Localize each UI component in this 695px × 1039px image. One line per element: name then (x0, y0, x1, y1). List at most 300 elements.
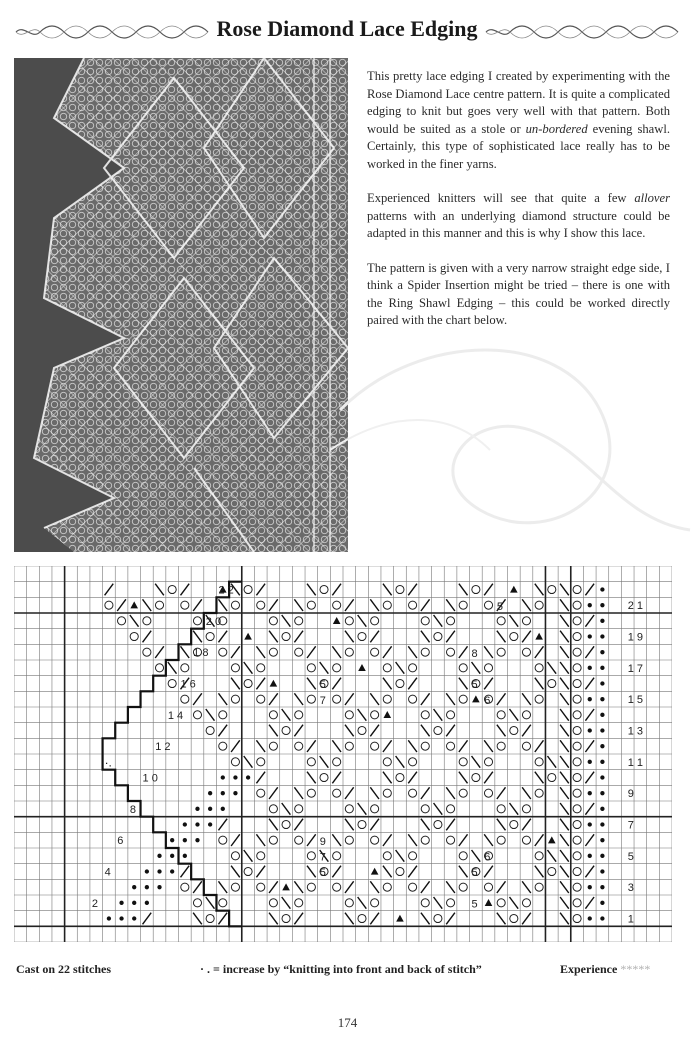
left-decrease-symbol (408, 834, 417, 846)
purl-symbol (600, 619, 604, 623)
purl-symbol (600, 603, 604, 607)
left-decrease-symbol (446, 693, 455, 705)
yarn-over-symbol (358, 726, 366, 734)
yarn-over-symbol (472, 585, 480, 593)
left-decrease-symbol (307, 678, 316, 690)
right-decrease-symbol (332, 772, 341, 784)
purl-symbol (588, 697, 592, 701)
yarn-over-symbol (383, 695, 391, 703)
left-decrease-symbol (231, 678, 240, 690)
yarn-over-symbol (396, 679, 404, 687)
purl-symbol (170, 869, 174, 873)
double-decrease-symbol (472, 695, 480, 702)
right-decrease-symbol (408, 772, 417, 784)
yarn-over-symbol (345, 648, 353, 656)
purl-symbol (183, 822, 187, 826)
left-decrease-symbol (434, 709, 443, 721)
purl-symbol (588, 666, 592, 670)
right-decrease-symbol (497, 881, 506, 893)
yarn-over-symbol (573, 695, 581, 703)
right-decrease-symbol (218, 631, 227, 643)
left-decrease-symbol (307, 866, 316, 878)
yarn-over-symbol (269, 742, 277, 750)
yarn-over-symbol (447, 648, 455, 656)
yarn-over-symbol (181, 883, 189, 891)
left-decrease-symbol (547, 850, 556, 862)
yarn-over-symbol (206, 914, 214, 922)
right-decrease-symbol (193, 693, 202, 705)
purl-symbol (119, 916, 123, 920)
purl-symbol (600, 634, 604, 638)
left-decrease-symbol (130, 615, 139, 627)
yarn-over-symbol (383, 852, 391, 860)
yarn-over-symbol (522, 805, 530, 813)
yarn-over-symbol (421, 899, 429, 907)
left-decrease-symbol (307, 772, 316, 784)
right-decrease-symbol (218, 725, 227, 737)
left-decrease-symbol (370, 787, 379, 799)
left-decrease-symbol (244, 662, 253, 674)
yarn-over-symbol (244, 585, 252, 593)
left-decrease-symbol (358, 615, 367, 627)
purl-symbol (183, 838, 187, 842)
yarn-over-symbol (573, 899, 581, 907)
yarn-over-symbol (459, 664, 467, 672)
chart-inner-number: 5 (471, 679, 478, 692)
row-label-right: 7 (627, 819, 634, 832)
right-decrease-symbol (155, 646, 164, 658)
right-decrease-symbol (421, 693, 430, 705)
left-decrease-symbol (256, 740, 265, 752)
yarn-over-symbol (535, 601, 543, 609)
left-decrease-symbol (560, 678, 569, 690)
experience-rating: Experience ***** (560, 962, 651, 976)
row-label-right: 1 9 (627, 631, 644, 644)
row-label-right: 1 7 (627, 662, 644, 675)
purl-symbol (195, 822, 199, 826)
right-decrease-symbol (484, 772, 493, 784)
double-decrease-symbol (333, 617, 341, 624)
yarn-over-symbol (307, 789, 315, 797)
right-decrease-symbol (181, 866, 190, 878)
yarn-over-symbol (257, 695, 265, 703)
experience-stars: ***** (620, 962, 651, 976)
left-decrease-symbol (345, 725, 354, 737)
right-decrease-symbol (585, 897, 594, 909)
row-label-right: 1 1 (627, 756, 644, 769)
yarn-over-symbol (383, 883, 391, 891)
purl-symbol (600, 744, 604, 748)
yarn-over-symbol (295, 648, 303, 656)
row-label-right: 2 1 (627, 600, 644, 613)
left-decrease-symbol (472, 662, 481, 674)
left-decrease-symbol (434, 615, 443, 627)
yarn-over-symbol (409, 664, 417, 672)
yarn-over-symbol (143, 617, 151, 625)
yarn-over-symbol (307, 695, 315, 703)
yarn-over-symbol (371, 711, 379, 719)
knitting-chart (14, 566, 672, 942)
left-decrease-symbol (560, 646, 569, 658)
left-decrease-symbol (535, 678, 544, 690)
row-label-left: 6 (117, 835, 124, 848)
left-decrease-symbol (168, 662, 177, 674)
right-decrease-symbol (459, 740, 468, 752)
row-label-right: 1 3 (627, 725, 644, 738)
yarn-over-symbol (459, 883, 467, 891)
yarn-over-symbol (396, 585, 404, 593)
yarn-over-symbol (447, 805, 455, 813)
right-decrease-symbol (585, 866, 594, 878)
purl-symbol (600, 885, 604, 889)
left-decrease-symbol (560, 913, 569, 925)
yarn-over-symbol (421, 617, 429, 625)
right-decrease-symbol (193, 599, 202, 611)
right-decrease-symbol (421, 787, 430, 799)
yarn-over-symbol (333, 789, 341, 797)
purl-symbol (600, 728, 604, 732)
right-decrease-symbol (446, 725, 455, 737)
yarn-over-symbol (434, 726, 442, 734)
yarn-over-symbol (573, 648, 581, 656)
left-decrease-symbol (206, 709, 215, 721)
yarn-over-symbol (573, 585, 581, 593)
left-decrease-symbol (256, 646, 265, 658)
left-decrease-symbol (218, 599, 227, 611)
yarn-over-symbol (497, 836, 505, 844)
increase-symbol: ·. (104, 755, 112, 770)
yarn-over-symbol (257, 789, 265, 797)
yarn-over-symbol (573, 773, 581, 781)
purl-symbol (600, 713, 604, 717)
yarn-over-symbol (535, 883, 543, 891)
double-decrease-symbol (383, 711, 391, 718)
purl-symbol (600, 822, 604, 826)
double-decrease-symbol (485, 899, 493, 906)
left-decrease-symbol (294, 693, 303, 705)
yarn-over-symbol (231, 883, 239, 891)
chart-inner-number: 7 (319, 851, 326, 864)
right-decrease-symbol (307, 740, 316, 752)
purl-symbol (588, 791, 592, 795)
yarn-over-symbol (193, 711, 201, 719)
double-decrease-symbol (396, 915, 404, 922)
left-decrease-symbol (560, 631, 569, 643)
row-label-left: 1 6 (180, 678, 196, 691)
yarn-over-symbol (522, 742, 530, 750)
purl-symbol (157, 854, 161, 858)
right-decrease-symbol (522, 631, 531, 643)
yarn-over-symbol (371, 648, 379, 656)
yarn-over-symbol (421, 648, 429, 656)
left-decrease-symbol (446, 787, 455, 799)
left-decrease-symbol (218, 693, 227, 705)
left-decrease-symbol (421, 913, 430, 925)
yarn-over-symbol (510, 820, 518, 828)
yarn-over-symbol (269, 899, 277, 907)
left-decrease-symbol (484, 834, 493, 846)
intro-paragraph-3: The pattern is given with a very narrow straight edge side, I think a Spider Insertion might be tried – there is one with the Ring Shawl Edging – this could be worked directly paired with the chart below. (367, 260, 670, 327)
right-decrease-symbol (345, 693, 354, 705)
chart-inner-number: 9 (319, 835, 326, 848)
left-decrease-symbol (459, 772, 468, 784)
yarn-over-symbol (484, 664, 492, 672)
row-label-left: 8 (129, 803, 137, 816)
purl-symbol (221, 775, 225, 779)
purl-symbol (600, 807, 604, 811)
row-label-right: 9 (627, 788, 634, 801)
yarn-over-symbol (371, 805, 379, 813)
purl-symbol (208, 807, 212, 811)
yarn-over-symbol (535, 695, 543, 703)
double-decrease-symbol (548, 836, 556, 843)
left-decrease-symbol (446, 599, 455, 611)
purl-symbol (107, 916, 111, 920)
yarn-over-symbol (548, 679, 556, 687)
yarn-over-symbol (383, 758, 391, 766)
right-decrease-symbol (585, 678, 594, 690)
purl-symbol (183, 854, 187, 858)
right-decrease-symbol (256, 772, 265, 784)
yarn-over-symbol (522, 617, 530, 625)
left-decrease-symbol (560, 693, 569, 705)
yarn-over-symbol (510, 726, 518, 734)
yarn-over-symbol (155, 664, 163, 672)
right-decrease-symbol (105, 584, 114, 596)
chart-inner-number: 5 (471, 867, 478, 880)
yarn-over-symbol (510, 632, 518, 640)
right-decrease-symbol (256, 866, 265, 878)
yarn-over-symbol (269, 648, 277, 656)
page-title: Rose Diamond Lace Edging (216, 16, 478, 41)
left-decrease-symbol (446, 881, 455, 893)
yarn-over-symbol (573, 664, 581, 672)
right-decrease-symbol (218, 913, 227, 925)
right-decrease-symbol (484, 866, 493, 878)
left-decrease-symbol (218, 881, 227, 893)
right-decrease-symbol (421, 881, 430, 893)
right-decrease-symbol (383, 740, 392, 752)
yarn-over-symbol (231, 601, 239, 609)
yarn-over-symbol (320, 585, 328, 593)
right-decrease-symbol (484, 584, 493, 596)
right-decrease-symbol (484, 678, 493, 690)
left-decrease-symbol (547, 662, 556, 674)
yarn-over-symbol (396, 773, 404, 781)
purl-symbol (233, 791, 237, 795)
yarn-over-symbol (535, 758, 543, 766)
lace-photo (14, 58, 348, 552)
purl-symbol (600, 760, 604, 764)
yarn-over-symbol (219, 899, 227, 907)
left-decrease-symbol (383, 584, 392, 596)
flourish-left-icon (14, 24, 210, 40)
left-decrease-symbol (358, 803, 367, 815)
yarn-over-symbol (307, 758, 315, 766)
yarn-over-symbol (447, 836, 455, 844)
left-decrease-symbol (560, 599, 569, 611)
double-decrease-symbol (510, 586, 518, 593)
left-decrease-symbol (560, 866, 569, 878)
yarn-over-symbol (409, 758, 417, 766)
yarn-over-symbol (459, 852, 467, 860)
yarn-over-symbol (295, 742, 303, 750)
right-decrease-symbol (231, 646, 240, 658)
chart-inner-number: 5 (319, 679, 326, 692)
purl-symbol (221, 791, 225, 795)
right-decrease-symbol (535, 646, 544, 658)
row-label-left: 4 (104, 866, 111, 879)
left-decrease-symbol (307, 584, 316, 596)
yarn-over-symbol (535, 852, 543, 860)
right-decrease-symbol (143, 913, 152, 925)
yarn-over-symbol (522, 899, 530, 907)
yarn-over-symbol (484, 883, 492, 891)
double-decrease-symbol (282, 883, 290, 890)
purl-symbol (600, 901, 604, 905)
yarn-over-symbol (143, 648, 151, 656)
right-decrease-symbol (408, 678, 417, 690)
left-decrease-symbol (193, 913, 202, 925)
purl-symbol (600, 916, 604, 920)
left-decrease-symbol (256, 834, 265, 846)
yarn-over-symbol (118, 617, 126, 625)
double-decrease-symbol (371, 868, 379, 875)
left-decrease-symbol (370, 881, 379, 893)
right-decrease-symbol (256, 584, 265, 596)
left-decrease-symbol (560, 897, 569, 909)
right-decrease-symbol (522, 819, 531, 831)
yarn-over-symbol (155, 601, 163, 609)
yarn-over-symbol (333, 883, 341, 891)
yarn-over-symbol (130, 632, 138, 640)
yarn-over-symbol (295, 805, 303, 813)
yarn-over-symbol (409, 883, 417, 891)
yarn-over-symbol (282, 914, 290, 922)
chart-inner-number: 5 (471, 898, 478, 911)
yarn-over-symbol (459, 601, 467, 609)
left-decrease-symbol (370, 599, 379, 611)
yarn-over-symbol (269, 711, 277, 719)
left-decrease-symbol (383, 866, 392, 878)
page-header (0, 14, 695, 50)
right-decrease-symbol (370, 631, 379, 643)
chart-inner-number: 7 (319, 694, 326, 707)
yarn-over-symbol (231, 695, 239, 703)
yarn-over-symbol (307, 883, 315, 891)
yarn-over-symbol (409, 695, 417, 703)
purl-symbol (600, 650, 604, 654)
left-decrease-symbol (408, 646, 417, 658)
left-decrease-symbol (560, 740, 569, 752)
yarn-over-symbol (371, 836, 379, 844)
right-decrease-symbol (294, 819, 303, 831)
left-decrease-symbol (269, 725, 278, 737)
right-decrease-symbol (218, 819, 227, 831)
left-decrease-symbol (510, 897, 519, 909)
yarn-over-symbol (282, 726, 290, 734)
yarn-over-symbol (168, 679, 176, 687)
increase-legend: · . = increase by “knitting into front and back of stitch” (200, 962, 482, 976)
purl-symbol (600, 697, 604, 701)
left-decrease-symbol (396, 850, 405, 862)
chart-inner-number: 6 (484, 851, 491, 864)
right-decrease-symbol (231, 834, 240, 846)
purl-symbol (588, 822, 592, 826)
yarn-over-symbol (193, 617, 201, 625)
left-decrease-symbol (282, 709, 291, 721)
yarn-over-symbol (421, 711, 429, 719)
left-decrease-symbol (510, 709, 519, 721)
right-decrease-symbol (332, 678, 341, 690)
right-decrease-symbol (585, 772, 594, 784)
left-decrease-symbol (472, 850, 481, 862)
yarn-over-symbol (358, 914, 366, 922)
right-decrease-symbol (446, 631, 455, 643)
right-decrease-symbol (585, 803, 594, 815)
right-decrease-symbol (535, 834, 544, 846)
yarn-over-symbol (358, 632, 366, 640)
right-decrease-symbol (497, 693, 506, 705)
left-decrease-symbol (269, 913, 278, 925)
left-decrease-symbol (547, 756, 556, 768)
yarn-over-symbol (573, 836, 581, 844)
left-decrease-symbol (408, 740, 417, 752)
yarn-over-symbol (307, 601, 315, 609)
right-decrease-symbol (408, 584, 417, 596)
right-decrease-symbol (585, 584, 594, 596)
row-label-left: 1 2 (155, 741, 171, 754)
yarn-over-symbol (231, 758, 239, 766)
purl-symbol (233, 775, 237, 779)
right-decrease-symbol (585, 615, 594, 627)
left-decrease-symbol (358, 709, 367, 721)
left-decrease-symbol (269, 631, 278, 643)
yarn-over-symbol (219, 742, 227, 750)
left-decrease-symbol (244, 850, 253, 862)
left-decrease-symbol (560, 834, 569, 846)
left-decrease-symbol (497, 913, 506, 925)
purl-symbol (588, 854, 592, 858)
right-decrease-symbol (294, 913, 303, 925)
yarn-over-symbol (535, 664, 543, 672)
right-decrease-symbol (522, 913, 531, 925)
left-decrease-symbol (193, 631, 202, 643)
yarn-over-symbol (522, 648, 530, 656)
yarn-over-symbol (219, 648, 227, 656)
yarn-over-symbol (573, 742, 581, 750)
purl-symbol (600, 869, 604, 873)
purl-symbol (600, 854, 604, 858)
purl-symbol (600, 791, 604, 795)
right-decrease-symbol (143, 631, 152, 643)
intro-text (367, 68, 670, 347)
yarn-over-symbol (434, 914, 442, 922)
left-decrease-symbol (560, 584, 569, 596)
yarn-over-symbol (421, 836, 429, 844)
left-decrease-symbol (484, 740, 493, 752)
purl-symbol (208, 791, 212, 795)
yarn-over-symbol (244, 867, 252, 875)
row-label-left: 1 0 (142, 772, 158, 785)
purl-symbol (195, 807, 199, 811)
double-decrease-symbol (130, 601, 138, 608)
right-decrease-symbol (345, 787, 354, 799)
purl-symbol (195, 838, 199, 842)
row-label-right: 1 5 (627, 694, 644, 707)
yarn-over-symbol (447, 742, 455, 750)
right-decrease-symbol (269, 881, 278, 893)
